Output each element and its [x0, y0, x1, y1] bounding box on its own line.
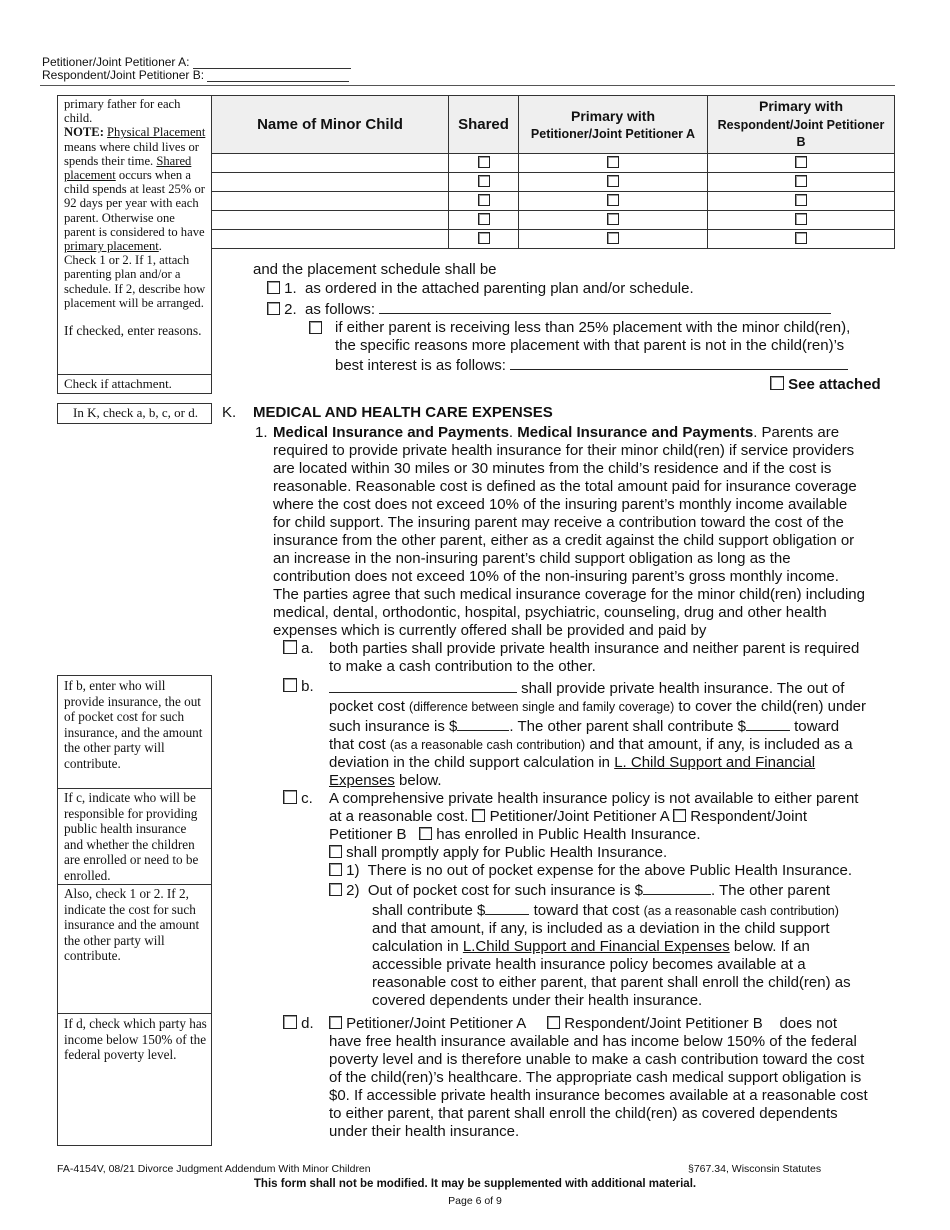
schedule-option-2-checkbox[interactable]	[267, 302, 280, 315]
note-text: means where child lives or spends their time.	[64, 139, 199, 168]
primary-a-checkbox[interactable]	[607, 194, 619, 206]
out-of-pocket-text: covered dependents under their health insurance.	[372, 992, 703, 1009]
note-label: NOTE:	[64, 125, 104, 140]
table-row	[212, 192, 895, 211]
item-1-line: Parents are	[761, 424, 840, 441]
statute-reference: §767.34, Wisconsin Statutes	[688, 1163, 822, 1175]
less-than-25-line: best interest is as follows:	[335, 357, 506, 374]
option-letter: c.	[301, 790, 313, 807]
placement-table	[211, 95, 895, 249]
less-than-25-line: if either parent is receiving less than 25% placement with the minor child(ren),	[335, 319, 851, 336]
item-1-line: for child support. The insuring parent may receive a contribution toward the cost of the	[273, 514, 844, 531]
header-divider	[40, 85, 895, 86]
option-c-party-a-checkbox[interactable]	[472, 809, 485, 822]
primary-a-checkbox[interactable]	[607, 232, 619, 244]
item-1-line: reasonable. Reasonable cost is defined as the total amount paid for insurance coverage	[273, 478, 857, 495]
option-d-line: under their health insurance.	[329, 1123, 520, 1140]
primary-a-checkbox[interactable]	[607, 175, 619, 187]
shared-checkbox[interactable]	[478, 213, 490, 225]
table-row	[212, 173, 895, 192]
out-of-pocket-checkbox[interactable]	[329, 883, 342, 896]
if-d-box	[57, 1013, 212, 1146]
primary-b-checkbox[interactable]	[795, 156, 807, 168]
child-support-section-link[interactable]: Expenses	[329, 772, 395, 789]
less-than-25-checkbox-wrap	[309, 320, 322, 338]
table-row	[212, 154, 895, 173]
party-a-label: Petitioner/Joint Petitioner A	[489, 808, 669, 825]
public-insurance-contribution-field[interactable]	[485, 900, 529, 915]
respondent-b-field[interactable]	[207, 70, 349, 82]
primary-a-checkbox[interactable]	[607, 213, 619, 225]
schedule-option-2	[267, 299, 831, 319]
see-attached	[770, 376, 881, 394]
party-b-label: Respondent/Joint	[690, 808, 807, 825]
schedule-option-1-label: as ordered in the attached parenting plan and/or schedule.	[305, 280, 694, 297]
item-1-line: are located within 30 miles or 30 minutes from the child’s residence and if the cost is	[273, 460, 832, 477]
option-d-checkbox[interactable]	[283, 1015, 297, 1029]
shared-placement-term: Shared placement	[64, 153, 192, 183]
page-number: Page 6 of 9	[448, 1195, 502, 1207]
in-k-note: In K, check a, b, c, or d.	[73, 405, 198, 420]
no-expense-checkbox[interactable]	[329, 863, 342, 876]
out-of-pocket-note: (as a reasonable cash contribution)	[643, 904, 839, 918]
apply-label: shall promptly apply for Public Health Insurance.	[346, 844, 668, 861]
item-1-line: insurance from the other parent, either as a credit against the child support obligation or	[273, 532, 855, 549]
option-d-line: to either parent, that parent shall enroll the child(ren) as covered dependents	[329, 1105, 838, 1122]
option-a-line: both parties shall provide private health insurance and neither parent is required	[329, 640, 860, 657]
option-b-checkbox[interactable]	[283, 678, 297, 692]
primary-b-checkbox[interactable]	[795, 175, 807, 187]
note-text: If checked, enter reasons.	[64, 323, 202, 339]
see-attached-checkbox[interactable]	[770, 376, 784, 390]
option-d-line: poverty level and is therefore unable to make a cash contribution toward the cost	[329, 1051, 865, 1068]
form-id: FA-4154V, 08/21 Divorce Judgment Addendum With Minor Children	[57, 1163, 371, 1175]
petitioner-a-field[interactable]	[193, 57, 351, 69]
option-b-text-part: that cost	[329, 736, 386, 753]
option-c-text	[329, 790, 899, 1010]
party-a-label: Petitioner/Joint Petitioner A	[346, 1015, 527, 1032]
col-primary-b	[708, 96, 895, 154]
table-row	[212, 230, 895, 249]
option-b-text-part: . The other parent shall contribute $	[509, 718, 746, 735]
item-1-title: Medical Insurance and Payments	[517, 424, 754, 441]
section-k-title: MEDICAL AND HEALTH CARE EXPENSES	[253, 404, 553, 421]
col-primary-b-bottom: Respondent/Joint Petitioner B	[717, 118, 885, 149]
col-primary-a-top: Primary with	[570, 108, 656, 124]
option-a-marker	[283, 640, 314, 658]
option-b-text-part: toward	[794, 718, 840, 735]
sub-number: 1)	[346, 862, 360, 879]
option-b-text-part: pocket cost	[329, 698, 405, 715]
option-b-text-part: and that amount, if any, is included as a	[589, 736, 853, 753]
option-d-marker	[283, 1015, 314, 1033]
out-of-pocket-text: calculation in	[372, 938, 459, 955]
option-d-party-a-checkbox[interactable]	[329, 1016, 342, 1029]
primary-b-checkbox[interactable]	[795, 194, 807, 206]
apply-checkbox[interactable]	[329, 845, 342, 858]
shared-checkbox[interactable]	[478, 175, 490, 187]
if-b-box	[57, 675, 212, 789]
respondent-b-label: Respondent/Joint Petitioner B:	[42, 68, 205, 82]
also-check-note: Also, check 1 or 2. If 2, indicate the cost for such insurance and the amount the other party will contribute.	[64, 886, 200, 963]
if-c-box	[57, 788, 212, 1014]
note-text: Check 1 or 2. If 1, attach parenting plan and/or a schedule. If 2, describe how placement will be arranged.	[64, 253, 206, 310]
petitioner-a-label: Petitioner/Joint Petitioner A:	[42, 55, 190, 69]
if-b-note: If b, enter who will provide insurance, the out of pocket cost for such insurance, and the amount the other party will contribute.	[64, 678, 203, 771]
if-d-note: If d, check which party has income below 150% of the federal poverty level.	[64, 1016, 207, 1062]
item-1-line: medical, dental, orthodontic, hospital, psychiatric, counseling, drug and other health	[273, 604, 827, 621]
option-b-text-part: deviation in the child support calculation in	[329, 754, 611, 771]
item-1-title: Medical Insurance and Payments	[273, 424, 509, 441]
child-name-cell[interactable]	[212, 211, 449, 230]
form-notice: This form shall not be modified. It may be supplemented with additional material.	[253, 1178, 697, 1190]
option-c-line: at a reasonable cost.	[329, 808, 469, 825]
col-primary-a-bottom: Petitioner/Joint Petitioner A	[530, 127, 696, 141]
item-1-line: where the cost does not exceed 10% of the insuring parent’s monthly income available	[273, 496, 848, 513]
option-b-text-part: below.	[399, 772, 442, 789]
option-letter: a.	[301, 640, 314, 657]
child-name-cell[interactable]	[212, 230, 449, 249]
party-b-label: Petitioner B	[329, 826, 407, 843]
reasons-field[interactable]	[510, 355, 848, 370]
child-support-section-link[interactable]: L.Child Support and Financial Expenses	[462, 938, 730, 955]
option-b-text-part: such insurance is $	[329, 718, 458, 735]
other-parent-contribution-field[interactable]	[746, 716, 790, 731]
physical-placement-term: Physical Placement	[107, 125, 206, 140]
option-d-party-b-checkbox[interactable]	[547, 1016, 560, 1029]
child-support-section-link[interactable]: L. Child Support and Financial	[614, 754, 816, 771]
option-a-line: to make a cash contribution to the other.	[329, 658, 596, 675]
option-c-line: A comprehensive private health insurance policy is not available to either parent	[329, 790, 859, 807]
public-insurance-cost-field[interactable]	[643, 880, 711, 895]
section-k-letter: K.	[222, 404, 237, 421]
no-expense-label: There is no out of pocket expense for the above Public Health Insurance.	[367, 862, 853, 879]
shared-checkbox[interactable]	[478, 194, 490, 206]
child-name-cell[interactable]	[212, 192, 449, 211]
respondent-b-header	[42, 69, 349, 82]
option-d-text	[329, 1015, 899, 1141]
table-row	[212, 211, 895, 230]
option-number: 2.	[284, 301, 297, 318]
option-c-marker	[283, 790, 313, 808]
item-1-line: an increase in the non-insuring parent’s child support obligation as long as the	[273, 550, 791, 567]
col-primary-b-top: Primary with	[758, 98, 844, 114]
primary-a-checkbox[interactable]	[607, 156, 619, 168]
see-attached-label: See attached	[788, 376, 881, 393]
option-a-text	[329, 640, 894, 676]
col-primary-a	[519, 96, 708, 154]
item-1-number: 1.	[255, 424, 268, 441]
option-d-line: of the child(ren)’s healthcare. The appropriate cash medical support obligation is	[329, 1069, 862, 1086]
note-text: .	[158, 239, 162, 254]
option-letter: b.	[301, 678, 314, 695]
option-b-marker	[283, 678, 314, 696]
check-attachment-box	[57, 374, 212, 394]
child-name-cell[interactable]	[212, 154, 449, 173]
check-attachment-note: Check if attachment.	[64, 376, 172, 391]
in-k-box	[57, 403, 212, 424]
option-b-note: (as a reasonable cash contribution)	[389, 738, 586, 752]
option-b-text	[329, 678, 899, 790]
out-of-pocket-text: and that amount, if any, is included as a deviation in the child support	[372, 920, 830, 937]
out-of-pocket-text: Out of pocket cost for such insurance is $	[367, 882, 643, 899]
note-text: occurs when a child spends at least 25% or 92 days per year with each parent. Otherwise one parent is considered to have	[64, 168, 205, 239]
if-c-note: If c, indicate who will be responsible for providing public health insurance and whether the children are enrolled or need to be enrolled.	[64, 790, 199, 883]
item-1-line: The parties agree that such medical insurance coverage for the minor child(ren) including	[273, 586, 865, 603]
enrolled-label: has enrolled in Public Health Insurance.	[436, 826, 701, 843]
option-c-checkbox[interactable]	[283, 790, 297, 804]
out-of-pocket-text: toward that cost	[533, 902, 640, 919]
child-name-cell[interactable]	[212, 173, 449, 192]
option-letter: d.	[301, 1015, 314, 1032]
option-d-line: does not	[779, 1015, 837, 1032]
insurance-provider-field[interactable]	[329, 678, 517, 693]
item-1-body: Medical Insurance and Payments. Medical Insurance and Payments. Parents are required to provide private health insurance for their minor child(ren) if service providers are located within 30 miles or 30 minutes from the child’s residence and if the cost is reasonable. Reasonable cost is defined as the total amount paid for insurance coverage where the cost does not exceed 10% of the insuring parent’s monthly income available for child support. The insuring parent may receive a contribution toward the cost of the insurance from the other parent, either as a credit against the child support obligation or an increase in the non-insuring parent’s child support obligation as long as the contribution does not exceed 10% of the non-insuring parent’s gross monthly income. The parties agree that such medical insurance coverage for the minor child(ren) including medical, dental, orthodontic, hospital, psychiatric, counseling, drug and other health expenses which is currently offered shall be provided and paid by	[273, 424, 898, 640]
out-of-pocket-text: . The other parent	[711, 882, 830, 899]
shared-checkbox[interactable]	[478, 232, 490, 244]
placement-note-box	[57, 95, 212, 375]
out-of-pocket-text: shall contribute $	[372, 902, 486, 919]
primary-b-checkbox[interactable]	[795, 232, 807, 244]
option-d-line: $0. If accessible private health insurance becomes available at a reasonable cost	[329, 1087, 868, 1104]
item-1-line: contribution does not exceed 10% of the non-insuring parent’s gross monthly income.	[273, 568, 839, 585]
option-b-text-part: shall provide private health insurance. The out of	[521, 680, 845, 697]
col-child-name: Name of Minor Child	[212, 96, 449, 154]
option-c-party-b-checkbox[interactable]	[673, 809, 686, 822]
col-shared: Shared	[449, 96, 519, 154]
less-than-25-line: the specific reasons more placement with that parent is not in the child(ren)’s	[335, 337, 845, 354]
schedule-option-1	[267, 280, 694, 298]
party-b-label: Respondent/Joint Petitioner B	[564, 1015, 763, 1032]
shared-checkbox[interactable]	[478, 156, 490, 168]
less-than-25-checkbox[interactable]	[309, 321, 322, 334]
primary-b-checkbox[interactable]	[795, 213, 807, 225]
enrolled-checkbox[interactable]	[419, 827, 432, 840]
schedule-option-1-checkbox[interactable]	[267, 281, 280, 294]
option-b-note: (difference between single and family coverage)	[409, 700, 675, 714]
option-d-line: have free health insurance available and has income below 150% of the federal	[329, 1033, 857, 1050]
less-than-25-text	[335, 319, 895, 375]
item-1-line: expenses which is currently offered shall be provided and paid by	[273, 622, 707, 639]
option-number: 1.	[284, 280, 297, 297]
schedule-option-2-label: as follows:	[305, 301, 376, 318]
item-1-line: required to provide private health insurance for their minor child(ren) if service providers	[273, 442, 855, 459]
option-b-text-part: to cover the child(ren) under	[678, 698, 867, 715]
note-text: primary father for each child.	[64, 97, 181, 126]
placement-schedule-intro: and the placement schedule shall be	[253, 261, 497, 278]
out-of-pocket-text: reasonable cost to either parent, that parent shall enroll the child(ren) as	[372, 974, 851, 991]
insurance-cost-field[interactable]	[457, 716, 509, 731]
out-of-pocket-text: below. If an	[733, 938, 810, 955]
sub-number: 2)	[346, 882, 360, 899]
primary-placement-term: primary placement	[64, 239, 159, 254]
out-of-pocket-text: accessible private health insurance policy becomes available at a	[372, 956, 806, 973]
as-follows-field[interactable]	[379, 299, 831, 314]
option-a-checkbox[interactable]	[283, 640, 297, 654]
